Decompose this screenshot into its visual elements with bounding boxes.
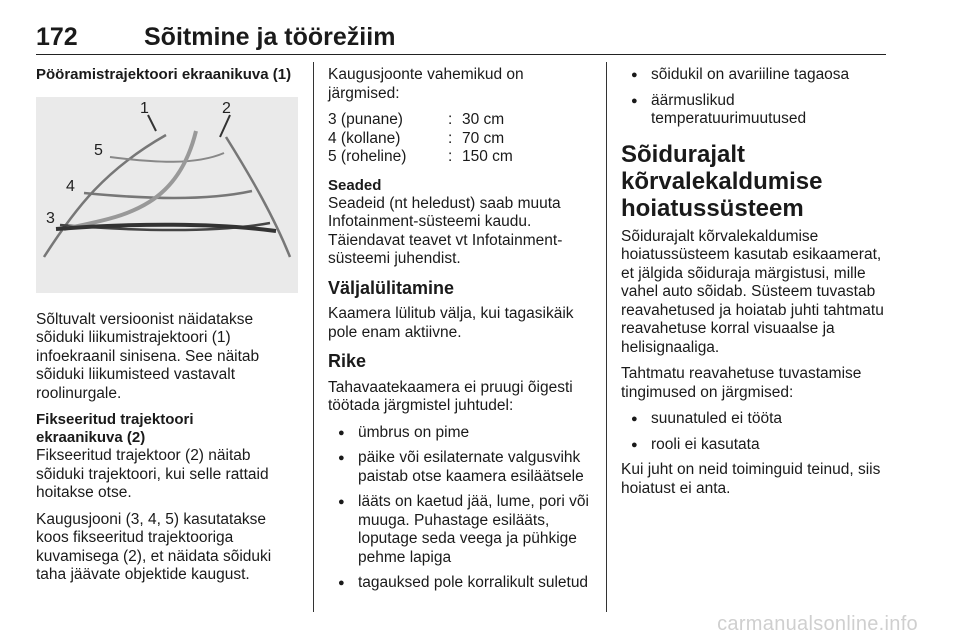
paragraph: Kui juht on neid toiminguid teinud, siis hoiatust ei anta. <box>621 461 881 497</box>
column-divider-2 <box>606 62 607 612</box>
list-item: ● päike või esilaternate valgusvihk paistab otse kaamera esiläätsele <box>328 449 596 486</box>
column-1 <box>36 66 298 593</box>
distance-sep: : <box>448 111 453 128</box>
page-number: 172 <box>36 23 78 51</box>
section-title <box>621 141 891 222</box>
figure-caption: Pööramistrajektoori ekraanikuva (1) <box>36 66 292 83</box>
distance-value: 30 cm <box>462 111 505 128</box>
table-row <box>328 130 513 149</box>
paragraph: Tahtmatu reavahetuse tuvastamise tingimused on järgmised: <box>621 365 862 401</box>
paragraph: Fikseeritud trajektoor (2) näitab sõiduki trajektoori, kui selle rattaid hoitakse otse. <box>36 447 269 501</box>
paragraph: Sõidurajalt kõrvalekaldumise hoiatussüsteem kasutab esikaamerat, et jälgida sõiduraja märgistusi, mille vahel auto sõidab. Süsteem tuvastab reavahetused ja hoiatab juhti tahtmatu reavahetuse korral visuaalse ja helisignaaliga. <box>621 227 884 356</box>
watermark: carmanualsonline.info <box>717 613 918 635</box>
subheading: Seaded <box>328 176 382 194</box>
paragraph: Tahavaatekaamera ei pruugi õigesti töötada järgmistel juhtudel: <box>328 378 573 414</box>
section-title-line: kõrvalekaldumise <box>621 167 823 195</box>
figure-label-1: 1 <box>140 99 149 117</box>
distance-line-4 <box>84 191 252 198</box>
label-2-pointer <box>220 115 230 137</box>
section-title-line: hoiatussüsteem <box>621 194 804 222</box>
distance-sep: : <box>448 148 453 165</box>
list-item: ● ümbrus on pime <box>328 424 596 443</box>
figure-label-4: 4 <box>66 177 75 195</box>
distance-value: 70 cm <box>462 129 505 147</box>
paragraph: Kaamera lülitub välja, kui tagasikäik pole enam aktiivne. <box>328 305 574 341</box>
list-item: ● sõidukil on avariiline tagaosa <box>621 66 891 85</box>
trajectory-figure <box>36 97 298 293</box>
subheading: Fikseeritud trajektoori <box>36 411 194 428</box>
trajectory-diagram <box>36 97 298 293</box>
subheading: ekraanikuva (2) <box>36 429 146 446</box>
list-item: ● tagauksed pole korralikult suletud <box>328 574 596 593</box>
table-row <box>328 148 513 167</box>
fault-list <box>328 424 596 593</box>
figure-label-3: 3 <box>46 209 55 227</box>
list-item: ● äärmuslikud temperatuurimuutused <box>621 92 891 129</box>
paragraph: Seadeid (nt heledust) saab muuta Infotainment-süsteemi kaudu. Täiendavat teavet vt Infotainment-süsteemi juhendist. <box>328 194 563 267</box>
distance-value: 150 cm <box>462 148 513 165</box>
distance-name: 4 (kollane) <box>328 129 401 147</box>
column-3 <box>621 66 891 506</box>
chapter-title: Sõitmine ja töörežiim <box>144 23 396 51</box>
paragraph: Kaugusjoonte vahemikud on järgmised: <box>328 66 524 102</box>
conditions-list <box>621 410 891 454</box>
distance-table <box>328 111 513 167</box>
distance-name: 3 (punane) <box>328 111 403 128</box>
column-divider-1 <box>313 62 314 612</box>
section-title-line: Sõidurajalt <box>621 140 746 168</box>
column-2 <box>328 66 596 600</box>
figure-label-2: 2 <box>222 99 231 117</box>
movement-trajectory-line <box>64 131 196 229</box>
list-item: ● suunatuled ei tööta <box>621 410 891 429</box>
page-header <box>36 18 886 55</box>
list-item: ● lääts on kaetud jää, lume, pori või muuga. Puhastage esilääts, loputage seda veega ja pühkige pehme lapiga <box>328 493 596 567</box>
right-guide-line <box>226 137 290 257</box>
section-heading: Väljalülitamine <box>328 277 455 298</box>
section-heading: Rike <box>328 351 367 371</box>
paragraph: Sõltuvalt versioonist näidatakse sõiduki liikumistrajektoori (1) infoekraanil sinisena. See näitab sõiduki liikumisteed vastavalt roolinurgale. <box>36 310 260 402</box>
list-item: ● rooli ei kasutata <box>621 436 891 455</box>
distance-name: 5 (roheline) <box>328 148 407 165</box>
distance-sep: : <box>448 129 453 147</box>
figure-label-5: 5 <box>94 141 103 159</box>
paragraph: Kaugusjooni (3, 4, 5) kasutatakse koos fikseeritud trajektooriga kuvamisega (2), et näidata sõiduki taha jäävate objektide kaugust. <box>36 510 272 583</box>
table-row <box>328 111 513 130</box>
label-1-pointer <box>148 115 156 131</box>
fault-list-continued <box>621 66 891 129</box>
